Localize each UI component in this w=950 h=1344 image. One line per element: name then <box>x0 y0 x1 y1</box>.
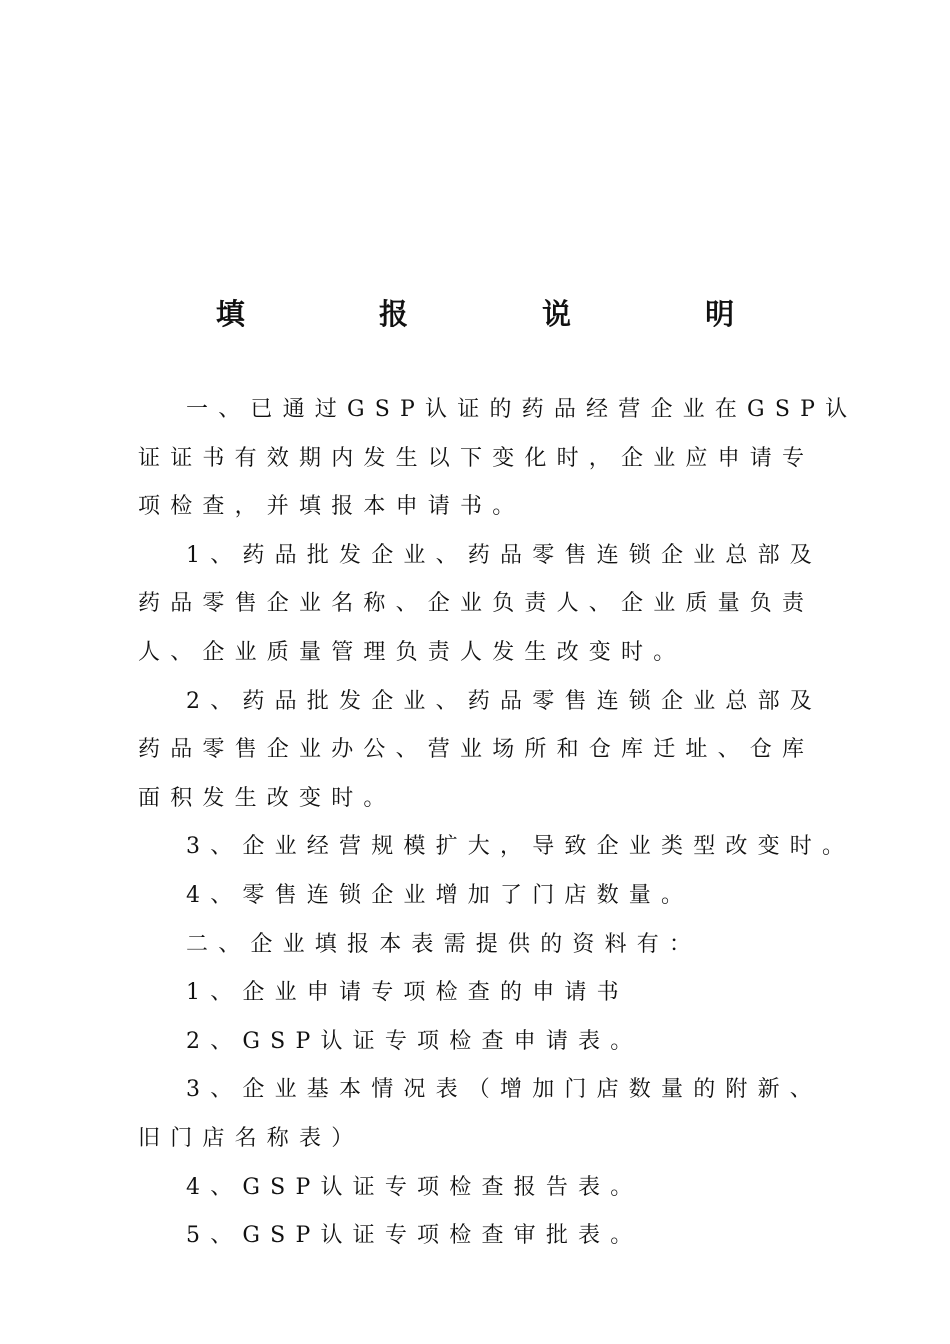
paragraph-line: 药品零售企业名称、企业负责人、企业质量负责 <box>138 591 815 617</box>
paragraph-line: 2、GSP认证专项检查申请表。 <box>186 1028 643 1054</box>
paragraph-line: 5、GSP认证专项检查审批表。 <box>186 1223 643 1249</box>
paragraph-line: 4、零售连锁企业增加了门店数量。 <box>186 882 694 908</box>
document-title: 填 报 说 明 <box>215 297 797 331</box>
paragraph-line: 1、药品批发企业、药品零售连锁企业总部及 <box>186 542 822 568</box>
paragraph-line: 3、企业基本情况表（增加门店数量的附新、 <box>186 1077 822 1103</box>
paragraph-line: 1、企业申请专项检查的申请书 <box>186 980 629 1006</box>
paragraph-line: 药品零售企业办公、营业场所和仓库迁址、仓库 <box>138 737 815 763</box>
document-body <box>138 386 858 1261</box>
paragraph-line: 人、企业质量管理负责人发生改变时。 <box>138 639 686 665</box>
paragraph-line: 2、药品批发企业、药品零售连锁企业总部及 <box>186 688 822 714</box>
paragraph-line: 项检查，并填报本申请书。 <box>138 494 525 520</box>
paragraph-line: 面积发生改变时。 <box>138 785 396 811</box>
paragraph-line: 4、GSP认证专项检查报告表。 <box>186 1174 643 1200</box>
paragraph-line: 一、已通过GSP认证的药品经营企业在GSP认 <box>186 397 858 422</box>
paragraph-line: 证证书有效期内发生以下变化时，企业应申请专 <box>138 445 815 471</box>
paragraph-line: 3、企业经营规模扩大，导致企业类型改变时。 <box>186 834 855 860</box>
paragraph-line: 旧门店名称表） <box>138 1125 364 1151</box>
paragraph-line: 二、企业填报本表需提供的资料有： <box>186 931 702 957</box>
